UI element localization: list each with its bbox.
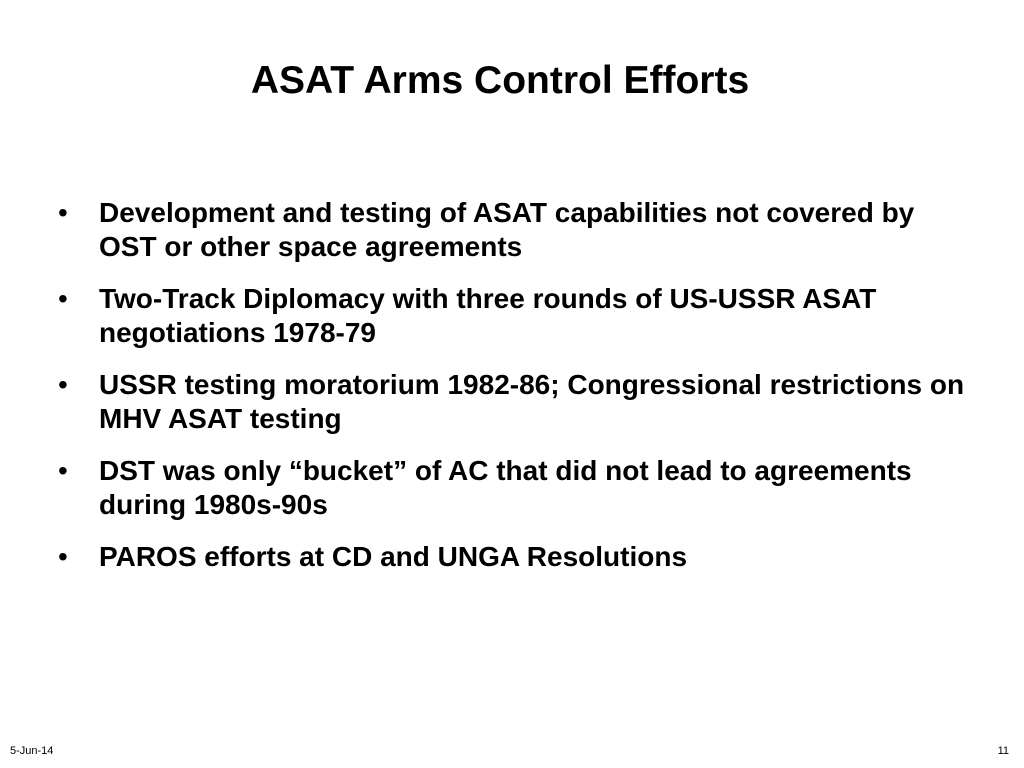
bullet-dot-icon: • bbox=[58, 283, 68, 314]
bullet-dot-icon: • bbox=[58, 369, 68, 400]
bullet-item bbox=[56, 454, 976, 522]
bullet-list bbox=[56, 196, 976, 592]
bullet-text: USSR testing moratorium 1982-86; Congressional restrictions on MHV ASAT testing bbox=[99, 369, 965, 434]
footer-date: 5-Jun-14 bbox=[10, 745, 54, 757]
page-number: 11 bbox=[997, 745, 1009, 757]
bullet-dot-icon: • bbox=[58, 455, 68, 486]
bullet-item bbox=[56, 196, 976, 264]
bullet-text: Development and testing of ASAT capabilities not covered by OST or other space agreements bbox=[99, 197, 915, 262]
bullet-item bbox=[56, 282, 976, 350]
bullet-text: DST was only “bucket” of AC that did not lead to agreements during 1980s-90s bbox=[99, 455, 912, 520]
bullet-dot-icon: • bbox=[58, 541, 68, 572]
slide-title: ASAT Arms Control Efforts bbox=[250, 59, 750, 102]
bullet-text: Two-Track Diplomacy with three rounds of US-USSR ASAT negotiations 1978-79 bbox=[99, 283, 877, 348]
bullet-text: PAROS efforts at CD and UNGA Resolutions bbox=[99, 541, 688, 572]
bullet-dot-icon: • bbox=[58, 197, 68, 228]
bullet-item bbox=[56, 540, 976, 574]
bullet-item bbox=[56, 368, 976, 436]
